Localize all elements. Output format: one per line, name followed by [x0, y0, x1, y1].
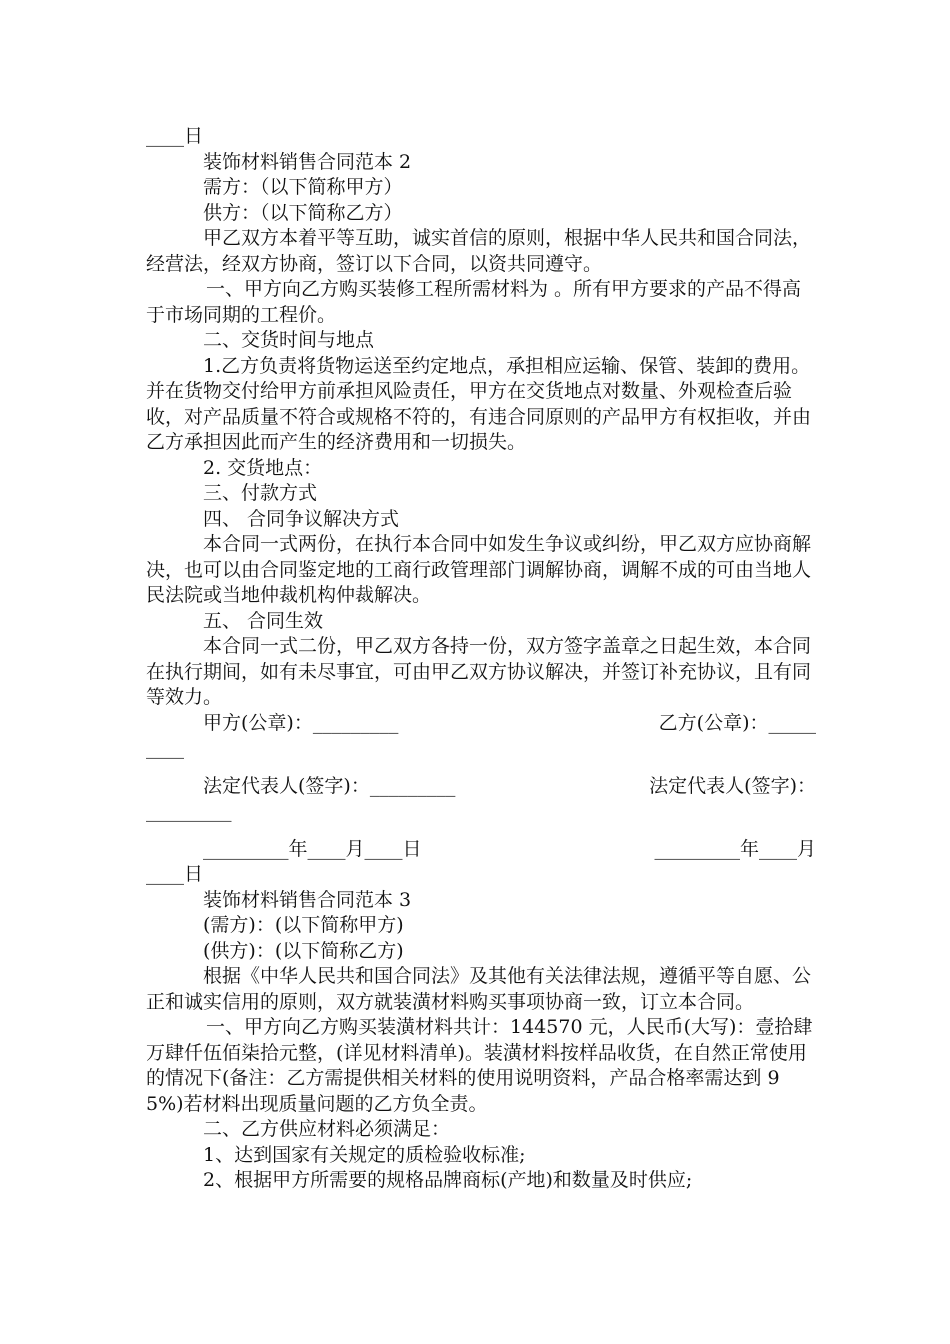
paragraph: ____日: [146, 125, 204, 147]
legal-rep-b: 法定代表人(签字)：: [649, 774, 816, 797]
paragraph: (供方)：(以下简称乙方): [203, 939, 404, 962]
paragraph: 2. 交货地点：: [203, 456, 323, 479]
paragraph: 根据《中华人民共和国合同法》及其他有关法律法规，遵循平等自愿、公正和诚实信用的原则，双方就装潢材料购买事项协商一致，订立本合同。: [146, 965, 812, 1013]
contract-document: [146, 124, 816, 1194]
legal-rep-b-continued: _________: [146, 800, 232, 822]
date-b: _________年____月: [654, 837, 816, 860]
party-a-seal: 甲方(公章)：_________: [203, 711, 399, 734]
paragraph: (需方)：(以下简称甲方): [203, 914, 404, 936]
paragraph: 2、根据甲方所需要的规格品牌商标(产地)和数量及时供应;: [203, 1169, 693, 1191]
paragraph: 二、交货时间与地点: [203, 329, 375, 351]
paragraph: 四、 合同争议解决方式: [203, 507, 400, 530]
paragraph: 甲乙双方本着平等互助，诚实首信的原则，根据中华人民共和国合同法，经营法，经双方协商，签订以下合同，以资共同遵守。: [146, 227, 812, 275]
legal-rep-a: 法定代表人(签字)：_________: [203, 774, 456, 797]
party-b-seal: 乙方(公章)：_____: [658, 711, 816, 734]
paragraph: 五、 合同生效: [203, 609, 324, 632]
date-a: _________年____月____日: [203, 837, 422, 860]
paragraph: 装饰材料销售合同范本 3: [203, 888, 412, 911]
paragraph: 本合同一式两份，在执行本合同中如发生争议或纠纷，甲乙双方应协商解决，也可以由合同鉴定地的工商行政管理部门调解协商，调解不成的可由当地人民法院或当地仲裁机构仲裁解决。: [146, 533, 812, 606]
paragraph: 一、甲方向乙方购买装潢材料共计：144570 元，人民币(大写)：壹拾肆万肆仟伍佰柒拾元整，(详见材料清单)。装潢材料按样品收货，在自然正常使用的情况下(备注：乙方需提供相关材料的使用说明资料，产品合格率需达到 95%)若材料出现质量问题的乙方负全责。: [146, 1016, 813, 1115]
paragraph: 1、达到国家有关规定的质检验收标准;: [203, 1143, 526, 1166]
paragraph: 三、付款方式: [203, 482, 318, 504]
date-b-continued: ____日: [146, 863, 204, 885]
signature-block: [146, 711, 816, 888]
paragraph: 本合同一式二份，甲乙双方各持一份，双方签字盖章之日起生效，本合同在执行期间，如有未尽事宜，可由甲乙双方协议解决，并签订补充协议，且有同等效力。: [146, 635, 812, 708]
paragraph: 二、乙方供应材料必须满足：: [203, 1118, 451, 1140]
paragraph: 需方：（以下简称甲方）: [203, 176, 403, 198]
paragraph: 一、甲方向乙方购买装修工程所需材料为 。所有甲方要求的产品不得高于市场同期的工程价。: [146, 278, 802, 326]
paragraph: 装饰材料销售合同范本 2: [203, 150, 412, 173]
contract-section-3: [146, 888, 816, 1194]
paragraph: 供方：（以下简称乙方）: [203, 201, 403, 224]
contract-section-2: [146, 124, 816, 711]
party-b-seal-continued: ____: [146, 737, 184, 759]
paragraph: 1.乙方负责将货物运送至约定地点，承担相应运输、保管、装卸的费用。并在货物交付给甲方前承担风险责任，甲方在交货地点对数量、外观检查后验收，对产品质量不符合或规格不符的，有违合同原则的产品甲方有权拒收，并由乙方承担因此而产生的经济费用和一切损失。: [146, 354, 812, 453]
